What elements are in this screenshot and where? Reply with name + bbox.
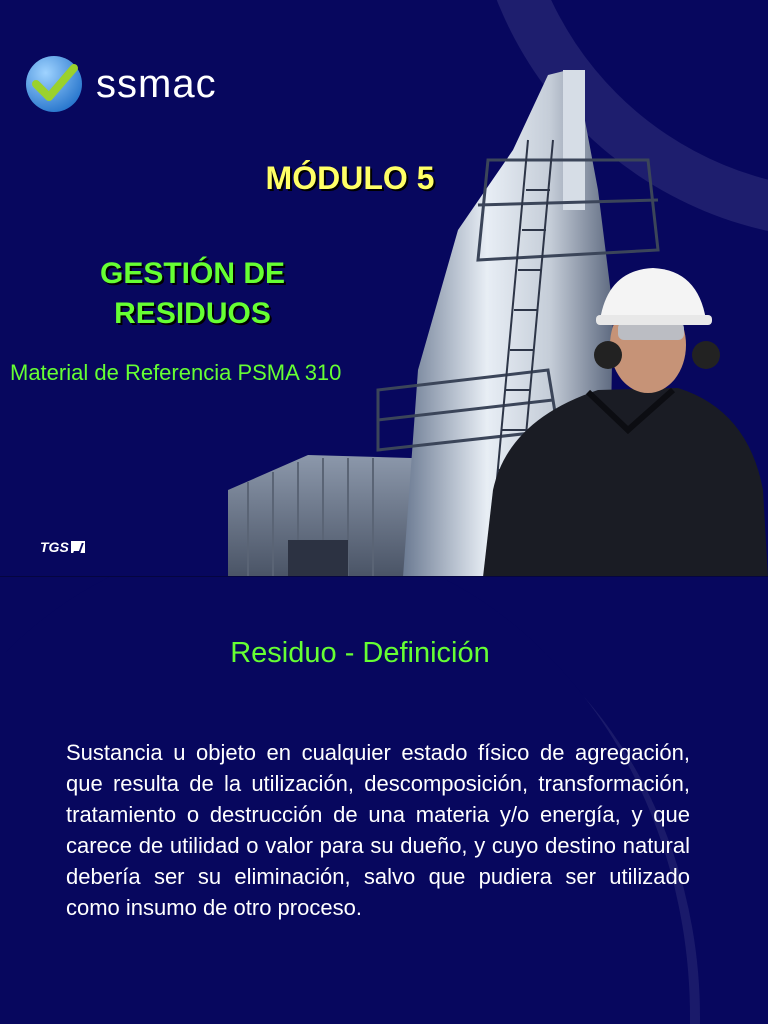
module-title: MÓDULO 5 (265, 160, 435, 196)
ssmac-logo (22, 52, 217, 116)
hardhat (600, 268, 706, 320)
tgs-logo-text: TGS (40, 539, 69, 555)
logo-text: ssmac (96, 62, 217, 106)
checkmark-logo-icon (22, 52, 86, 116)
reference-text: Material de Referencia PSMA 310 (10, 360, 342, 385)
definition-slide (0, 577, 768, 1024)
slide-heading: Residuo - Definición (230, 637, 490, 669)
definition-text: Sustancia u objeto en cualquier estado físico de agregación, que resulta de la utilización, descomposición, transformación, tratamiento o destrucción de una materia y/o energía, y que carece de utilidad o valor para su dueño, y cuyo destino natural debería ser su eliminación, salvo que pudiera ser utilizado como insumo de otro proceso. (66, 740, 690, 920)
tgs-logo (40, 539, 85, 555)
tgs-logo-icon (71, 541, 85, 553)
module-subtitle: GESTIÓN DE RESIDUOS (99, 257, 286, 330)
